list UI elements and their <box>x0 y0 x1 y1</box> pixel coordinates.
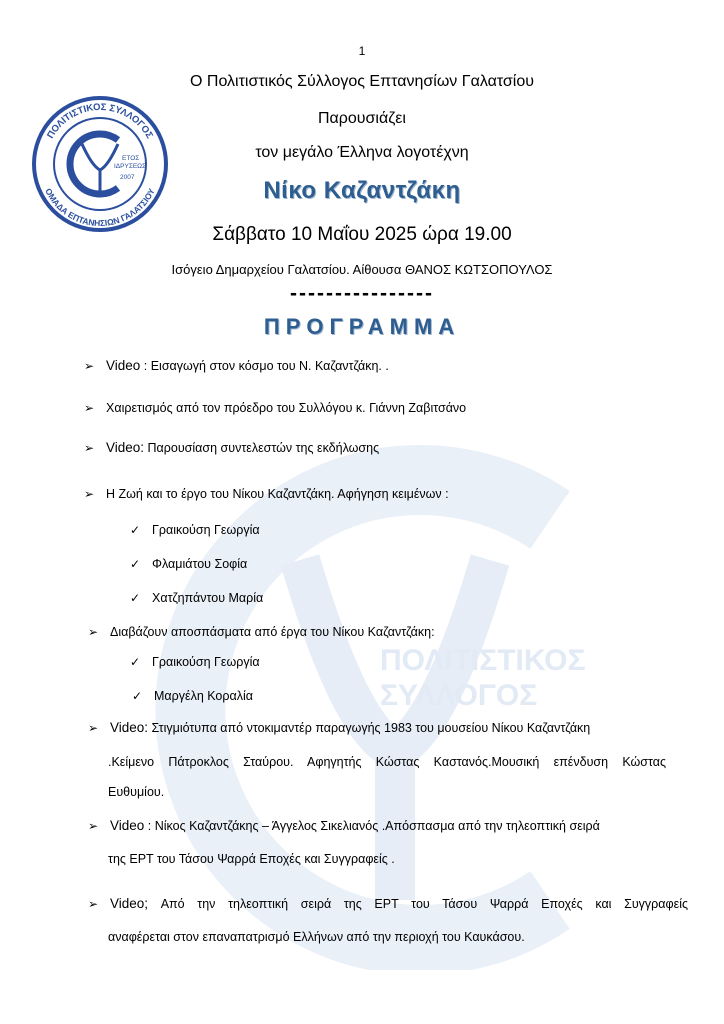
arrow-bullet-icon: ➢ <box>84 401 95 415</box>
arrow-bullet-icon: ➢ <box>88 819 99 833</box>
item-lead: Video; <box>110 896 149 911</box>
program-item-7 <box>88 816 688 836</box>
check-bullet-icon: ✓ <box>132 689 143 703</box>
reader-1 <box>130 652 260 672</box>
watermark-text-2: ΣΥΛΛΟΓΟΣ <box>380 679 538 712</box>
logo-ring-bottom-text: ΟΜΑΔΑ ΕΠΤΑΝΗΣΙΩΝ ΓΑΛΑΤΣΙΟΥ <box>43 186 157 229</box>
arrow-bullet-icon: ➢ <box>88 721 99 735</box>
program-item-6-line-2: .Κείμενο Πάτροκλος Σταύρου. Αφηγητής Κώστας Καστανός.Μουσική επένδυση Κώστας <box>108 755 666 769</box>
item-text: Χαιρετισμός από τον πρόεδρο του Συλλόγου κ. Γιάννη Ζαβιτσάνο <box>106 401 467 415</box>
narrator-name: Γραικούση Γεωργία <box>152 523 260 537</box>
program-item-8 <box>88 894 688 914</box>
reader-2 <box>132 686 253 706</box>
divider-dashes: ---------------- <box>290 282 434 305</box>
program-heading: ΠΡΟΓΡΑΜΜΑ <box>263 314 461 339</box>
item-lead: Video: <box>110 720 149 735</box>
arrow-bullet-icon: ➢ <box>88 897 99 911</box>
arrow-bullet-icon: ➢ <box>84 441 95 455</box>
header-organizer: Ο Πολιτιστικός Σύλλογος Επτανησίων Γαλατσίου <box>190 73 534 90</box>
program-item-7-line-2: της ΕΡΤ του Τάσου Ψαρρά Εποχές και Συγγραφείς . <box>108 852 395 866</box>
item-text: Διαβάζουν αποσπάσματα από έργα του Νίκου Καζαντζάκη: <box>110 625 435 639</box>
check-bullet-icon: ✓ <box>130 557 141 571</box>
program-item-4 <box>84 484 449 504</box>
check-bullet-icon: ✓ <box>130 655 141 669</box>
logo-ring-top-text: ΠΟΛΙΤΙΣΤΙΚΟΣ ΣΥΛΛΟΓΟΣ <box>45 101 155 141</box>
narrator-2 <box>130 554 247 574</box>
program-item-8-line-2: αναφέρεται στον επαναπατρισμό Ελλήνων από την περιοχή του Καυκάσου. <box>108 930 525 944</box>
arrow-bullet-icon: ➢ <box>84 359 95 373</box>
narrator-name: Φλαμιάτου Σοφία <box>152 557 248 571</box>
arrow-bullet-icon: ➢ <box>88 625 99 639</box>
item-lead: Video <box>110 818 145 833</box>
program-item-5 <box>88 622 435 642</box>
narrator-3 <box>130 588 263 608</box>
event-date: Σάββατο 10 Μαΐου 2025 ώρα 19.00 <box>212 224 512 245</box>
item-text: Παρουσίαση συντελεστών της εκδήλωσης <box>144 441 380 455</box>
program-item-3 <box>84 438 379 458</box>
check-bullet-icon: ✓ <box>130 523 141 537</box>
item-lead: Video <box>106 358 141 373</box>
header-subtitle: τον μεγάλο Έλληνα λογοτέχνη <box>255 144 469 161</box>
item-text: Η Ζωή και το έργο του Νίκου Καζαντζάκη. Αφήγηση κειμένων : <box>106 487 449 501</box>
item-text: Στιγμιότυπα από ντοκιμαντέρ παραγωγής 1983 του μουσείου Νίκου Καζαντζάκη <box>148 721 591 735</box>
reader-name: Γραικούση Γεωργία <box>152 655 260 669</box>
logo-year-label-2: ΙΔΡΥΣΕΩΣ <box>114 163 147 170</box>
page-number: 1 <box>358 44 366 58</box>
header-presents: Παρουσιάζει <box>318 110 406 127</box>
narrator-1 <box>130 520 260 540</box>
check-bullet-icon: ✓ <box>130 591 141 605</box>
narrator-name: Χατζηπάντου Μαρία <box>152 591 264 605</box>
watermark-text-1: ΠΟΛΙΤΙΣΤΙΚΟΣ <box>380 644 586 677</box>
program-item-2 <box>84 398 466 418</box>
logo-year: 2007 <box>120 174 135 181</box>
event-title: Νίκο Καζαντζάκη <box>263 177 461 204</box>
reader-name: Μαργέλη Κοραλία <box>154 689 253 703</box>
program-item-1 <box>84 356 389 376</box>
program-item-6-line-3: Ευθυμίου. <box>108 785 165 799</box>
logo-year-label-1: ΕΤΟΣ <box>122 155 140 162</box>
item-lead: Video: <box>106 440 145 455</box>
arrow-bullet-icon: ➢ <box>84 487 95 501</box>
event-venue: Ισόγειο Δημαρχείου Γαλατσίου. Αίθουσα ΘΑΝΟΣ ΚΩΤΣΟΠΟΥΛΟΣ <box>171 262 553 277</box>
program-item-6 <box>88 718 672 738</box>
item-text: Από την τηλεοπτική σειρά της ΕΡΤ του Τάσου Ψαρρά Εποχές και Συγγραφείς <box>148 897 688 911</box>
item-text: : Νίκος Καζαντζάκης – Άγγελος Σικελιανός .Απόσπασμα από την τηλεοπτική σειρά <box>144 819 600 833</box>
item-text: : Εισαγωγή στον κόσμο του Ν. Καζαντζάκη. . <box>140 359 389 373</box>
